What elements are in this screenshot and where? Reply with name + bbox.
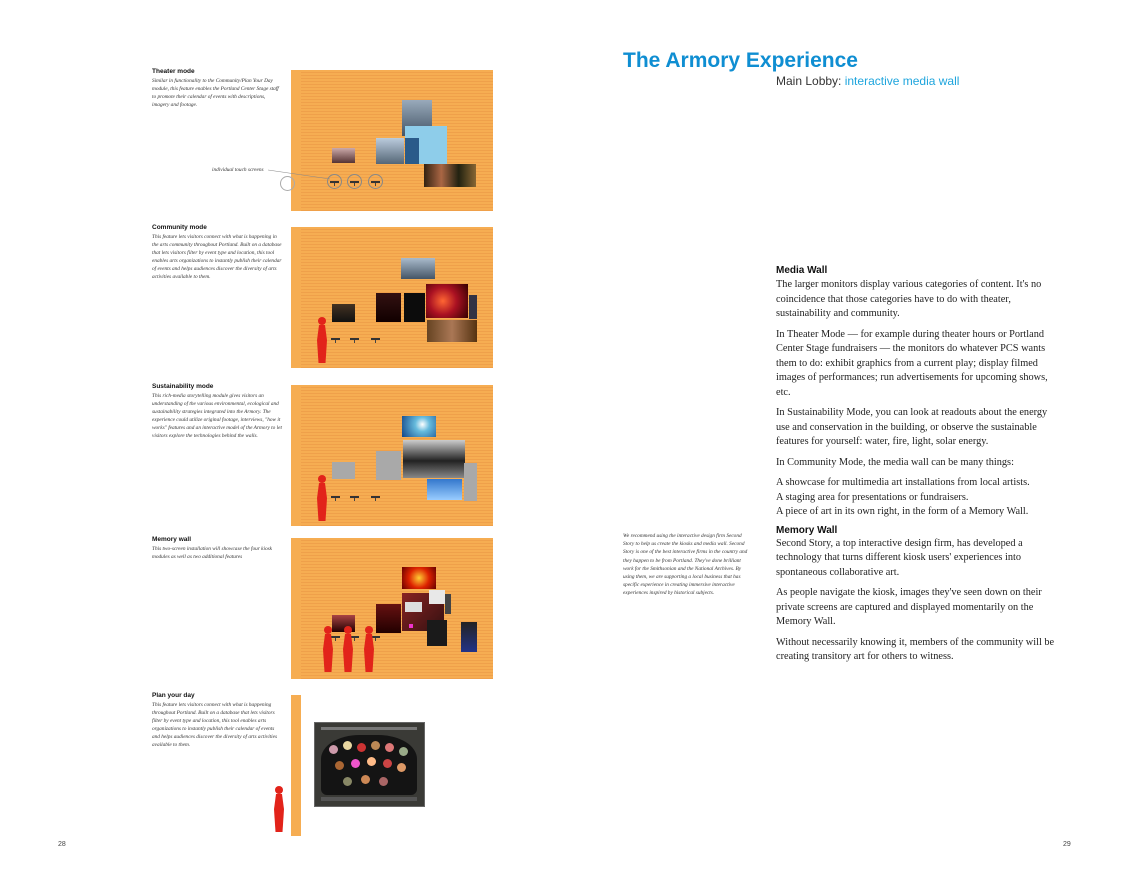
memory-wall-illustration bbox=[301, 538, 493, 679]
plan-your-day-kiosk-screen bbox=[314, 722, 425, 807]
memory-wall-paragraph: As people navigate the kiosk, images they've seen down on their private screens are captured and displayed momentarily on the Memory Wall. bbox=[776, 587, 1042, 627]
wall-image bbox=[427, 620, 447, 646]
media-wall-heading: Media Wall bbox=[776, 265, 828, 276]
kiosk bbox=[350, 338, 359, 340]
wall-image bbox=[427, 479, 462, 500]
wall-side-bar bbox=[291, 695, 301, 836]
wall-image bbox=[429, 590, 445, 604]
wall-image bbox=[464, 463, 477, 501]
kiosk bbox=[331, 338, 340, 340]
visitor-figure bbox=[341, 626, 355, 672]
kiosk bbox=[371, 338, 380, 340]
callout-leader-line bbox=[268, 168, 332, 182]
community-mode-description: This feature lets visitors connect with what is happening in the arts community throughout Portland. Built on a database that lets visitors filter by event type and location, this tool enables arts organizations to instantly publish their calendar of events and helps audiences discover the diversity of arts activities available to them. bbox=[152, 234, 282, 280]
kiosk bbox=[371, 181, 380, 183]
wall-image bbox=[376, 138, 404, 164]
screen-footer-bar bbox=[321, 797, 417, 801]
community-mode-wall-illustration bbox=[301, 227, 493, 368]
memory-wall-heading: Memory Wall bbox=[776, 524, 838, 536]
kiosk bbox=[350, 496, 359, 498]
theater-mode-wall-illustration bbox=[301, 70, 493, 211]
wall-side-bar bbox=[291, 70, 301, 211]
kiosk bbox=[371, 496, 380, 498]
event-dot bbox=[335, 761, 344, 770]
screen-header-bar bbox=[321, 727, 417, 730]
wall-image bbox=[402, 567, 436, 589]
media-wall-paragraph: In Sustainability Mode, you can look at readouts about the energy use and conservation in the building, or observe the sustainable features for yourself: water, fire, light, solar energy. bbox=[776, 407, 1048, 447]
wall-side-bar bbox=[291, 227, 301, 368]
memory-wall-title: Memory wall bbox=[152, 536, 192, 543]
theater-mode-description: Similar in functionality to the Community/Plan Your Day module, this feature enables the Portland Center Stage staff to promote their calendar of events with descriptions, imagery and footage. bbox=[152, 78, 279, 108]
visitor-figure bbox=[362, 626, 376, 672]
page-number-left: 28 bbox=[58, 841, 66, 848]
event-dot bbox=[361, 775, 370, 784]
page-title: The Armory Experience bbox=[623, 49, 858, 72]
wall-image bbox=[376, 604, 401, 633]
media-wall-paragraph: The larger monitors display various categories of content. It's no coincidence that those categories have to do with theater, sustainability and community. bbox=[776, 279, 1042, 319]
kiosk bbox=[331, 496, 340, 498]
wall-image bbox=[402, 416, 436, 437]
wall-image bbox=[401, 258, 435, 279]
subtitle-accent: interactive media wall bbox=[844, 74, 960, 88]
event-dot bbox=[351, 759, 360, 768]
event-dot bbox=[385, 743, 394, 752]
side-note: We recommend using the interactive design firm Second Story to help us create the kiosks and media wall. Second Story is one of the best interactive firms in the country and they happen to be from Portland. They've done brilliant work for the Smithsonian and the National Archives. By using them, we are supporting a local business that has specific experience in creating immersive interactive experiences inspired by historical subjects. bbox=[623, 533, 748, 597]
wall-image bbox=[404, 293, 425, 322]
media-wall-list-item: A showcase for multimedia art installations from local artists. bbox=[776, 477, 1030, 488]
touch-screens-callout: individual touch screens bbox=[212, 167, 264, 173]
wall-image bbox=[427, 320, 477, 342]
event-dot bbox=[329, 745, 338, 754]
memory-wall-paragraph: Second Story, a top interactive design firm, has developed a technology that turns different kiosk users' experiences into spontaneous collaborative art. bbox=[776, 537, 1023, 578]
visitor-figure bbox=[321, 626, 335, 672]
visitor-figure bbox=[315, 317, 329, 363]
event-dot bbox=[383, 759, 392, 768]
community-mode-title: Community mode bbox=[152, 224, 207, 231]
body-copy bbox=[776, 265, 1059, 665]
wall-image bbox=[409, 624, 413, 628]
wall-image bbox=[376, 293, 401, 322]
media-wall-paragraph: In Theater Mode — for example during theater hours or Portland Center Stage fundraisers — the monitors do whatever PCS wants them to do: exhibit graphics from a current play; display filmed images of performances; run advertisements for upcoming shows, etc. bbox=[776, 328, 1048, 398]
wall-image bbox=[461, 622, 477, 652]
wall-side-bar bbox=[291, 538, 301, 679]
memory-wall-description: This two-screen installation will showcase the four kiosk modules as well as two additional features bbox=[152, 546, 273, 560]
sustainability-mode-title: Sustainability mode bbox=[152, 383, 214, 390]
event-dot bbox=[367, 757, 376, 766]
plan-your-day-description: This feature lets visitors connect with what is happening throughout Portland. Built on a database that lets visitors filter by event type and location, this tool enables arts organizations to instantly publish their calendar of events and helps audiences discover the diversity of arts activities available to them. bbox=[152, 702, 278, 748]
event-dot bbox=[399, 747, 408, 756]
media-wall-list-item: A staging area for presentations or fundraisers. bbox=[776, 491, 969, 503]
kiosk bbox=[350, 181, 359, 183]
media-wall-list-item: A piece of art in its own right, in the form of a Memory Wall. bbox=[776, 506, 1029, 517]
wall-image bbox=[332, 462, 355, 479]
page-subtitle bbox=[776, 74, 959, 88]
event-dot bbox=[379, 777, 388, 786]
wall-image bbox=[403, 440, 465, 478]
event-dot bbox=[371, 741, 380, 750]
plan-your-day-title: Plan your day bbox=[152, 692, 195, 699]
event-dot bbox=[397, 763, 406, 772]
sustainability-mode-wall-illustration bbox=[301, 385, 493, 526]
visitor-figure bbox=[315, 475, 329, 521]
sustainability-mode-description: This rich-media storytelling module gives visitors an understanding of the various environmental, ecological and sustainability strategies integrated into the Armory. The experience could utilize original footage, interviews, "how it works" features and an interactive model of the Armory to let visitors explore the technologies behind the walls. bbox=[152, 393, 282, 439]
wall-image bbox=[332, 304, 355, 322]
wall-side-bar bbox=[291, 385, 301, 526]
subtitle-prefix: Main Lobby: bbox=[776, 74, 845, 88]
wall-image bbox=[376, 451, 401, 480]
wall-image bbox=[405, 602, 422, 612]
visitor-figure bbox=[272, 786, 286, 832]
wall-image bbox=[424, 164, 476, 187]
memory-wall-paragraph: Without necessarily knowing it, members of the community will be creating transitory art for others to witness. bbox=[776, 636, 1055, 662]
wall-image bbox=[445, 594, 451, 614]
wall-image bbox=[426, 284, 468, 318]
screen-map-area bbox=[321, 735, 417, 795]
event-dot bbox=[357, 743, 366, 752]
page-number-right: 29 bbox=[1063, 841, 1071, 848]
event-dot bbox=[343, 741, 352, 750]
media-wall-paragraph: In Community Mode, the media wall can be many things: bbox=[776, 456, 1014, 468]
event-dot bbox=[343, 777, 352, 786]
theater-mode-title: Theater mode bbox=[152, 68, 195, 75]
wall-image bbox=[332, 148, 355, 163]
wall-image bbox=[405, 138, 419, 164]
wall-image bbox=[469, 295, 477, 319]
